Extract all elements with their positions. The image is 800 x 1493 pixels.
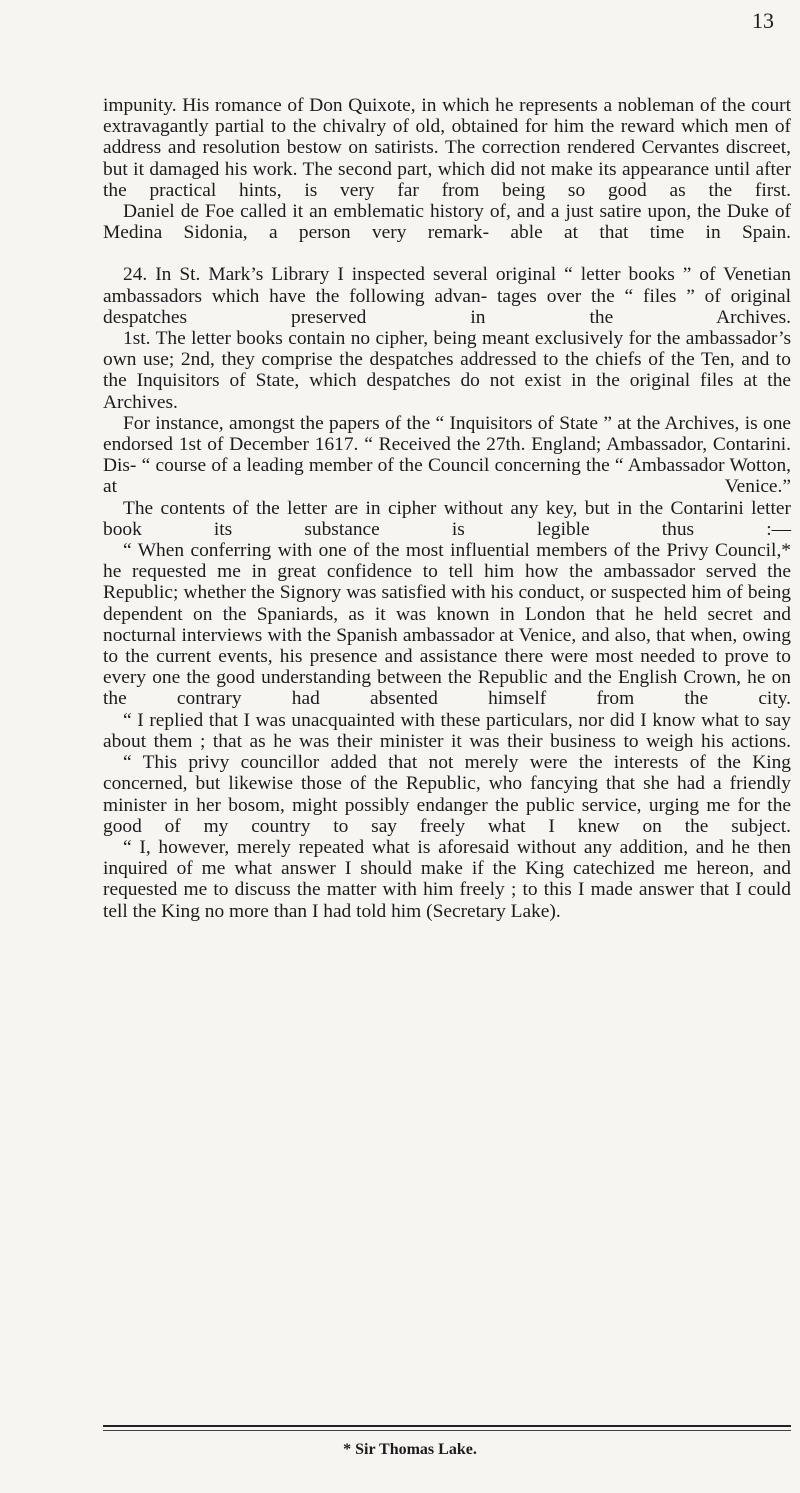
paragraph: “ I, however, merely repeated what is aforesaid without any addition, and he then inquired of me what answer I should make if the King catechized me hereon, and requested me to discuss the matter with him freely ; to this I made answer that I could tell the King no more than I had told him (Secretary Lake). [103,836,791,922]
footnote-rule [103,1425,791,1427]
paragraph: Daniel de Foe called it an emblematic history of, and a just satire upon, the Duke of Medina Sidonia, a person very remark- able at that time in Spain. [103,201,791,244]
footnote: * Sir Thomas Lake. [343,1441,477,1458]
footnote-rule-thin [103,1430,791,1431]
paragraph: “ I replied that I was unacquainted with these particulars, nor did I know what to say about them ; that as he was their minister it was their business to weigh his actions. [103,709,791,752]
paragraph: The contents of the letter are in cipher without any key, but in the Contarini letter book its substance is legible thus :— [103,497,791,540]
page-number: 13 [752,8,774,33]
paragraph: For instance, amongst the papers of the “ Inquisitors of State ” at the Archives, is one endorsed 1st of December 1617. “ Received the 27th. England; Ambassador, Contarini. Dis- “ course of a leading member of the Council concerning the “ Ambassador Wotton, at Venice.” [103,412,791,498]
paragraph: impunity. His romance of Don Quixote, in which he represents a nobleman of the court extravagantly partial to the chivalry of old, obtained for him the reward which men of address and resolution bestow on satirists. The correction rendered Cervantes discreet, but it damaged his work. The second part, which did not make its appearance until after the practical hints, is very far from being so good as the first. [103,95,791,201]
paragraph: 1st. The letter books contain no cipher, being meant exclusively for the ambassador’s own use; 2nd, they comprise the despatches addressed to the chiefs of the Ten, and to the Inquisitors of State, which despatches do not exist in the original files at the Archives. [103,328,791,413]
paragraph: “ This privy councillor added that not merely were the interests of the King concerned, but likewise those of the Republic, who fancying that she had a friendly minister in her bosom, might possibly endanger the public service, urging me for the good of my country to say freely what I knew on the subject. [103,752,791,837]
paragraph: 24. In St. Mark’s Library I inspected several original “ letter books ” of Venetian ambassadors which have the following advan- tages over the “ files ” of original despatches preserved in the Archives. [103,264,791,328]
body-text [103,95,791,922]
paragraph: “ When conferring with one of the most influential members of the Privy Council,* he requested me in great confidence to tell him how the ambassador served the Republic; whether the Signory was satisfied with his conduct, or suspected him of being dependent on the Spaniards, as it was known in London that he held secret and nocturnal interviews with the Spanish ambassador at Venice, and also, that when, owing to the current events, his presence and assistance there were most needed to prove to every one the good understanding between the Republic and the English Crown, he on the contrary had absented himself from the city. [103,540,791,710]
